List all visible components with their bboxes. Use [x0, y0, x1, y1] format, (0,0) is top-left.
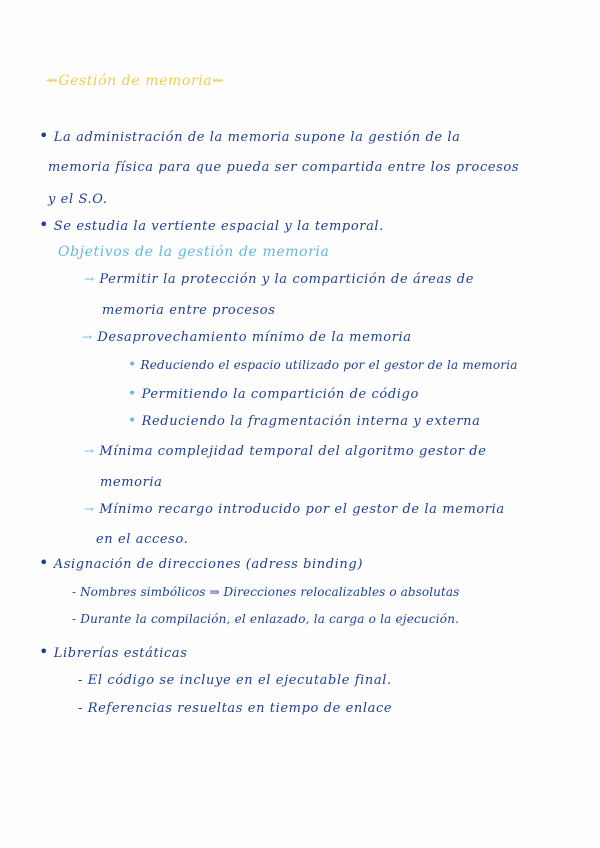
dash-marker: - [78, 673, 83, 688]
note-line-2 [48, 160, 519, 175]
note-line-10 [128, 387, 419, 402]
note-line-text: memoria [100, 475, 163, 490]
bullet-marker: • [39, 553, 50, 572]
dash-marker: - [78, 701, 83, 716]
note-line-1 [39, 128, 461, 145]
note-line-text: y el S.O. [48, 192, 108, 207]
arrow-marker: → [84, 502, 95, 516]
note-title [46, 73, 225, 89]
note-line-text: Librerías estáticas [53, 646, 188, 661]
note-line-11 [128, 414, 481, 429]
note-line-text: Reduciendo el espacio utilizado por el gestor de la memoria [140, 358, 518, 372]
bullet-marker: • [128, 357, 137, 373]
note-line-text: Nombres simbólicos ⇒ Direcciones relocalizables o absolutas [80, 585, 460, 599]
note-line-text: memoria entre procesos [102, 303, 276, 318]
note-line-text: Desaprovechamiento mínimo de la memoria [97, 330, 412, 345]
note-line-text: Asignación de direcciones (adress binding) [53, 557, 363, 572]
bullet-marker: • [39, 126, 50, 145]
note-line-6 [84, 272, 474, 287]
note-line-text: Permitir la protección y la compartición de áreas de [99, 272, 475, 287]
note-subheading-objectives [58, 244, 329, 260]
note-line-text: Referencias resueltas en tiempo de enlace [87, 701, 393, 716]
note-line-21 [78, 701, 392, 716]
note-line-9 [128, 358, 518, 372]
note-line-text: El código se incluye en el ejecutable final. [87, 673, 392, 688]
note-line-text: Objetivos de la gestión de memoria [58, 244, 330, 260]
bullet-marker: • [128, 386, 137, 402]
bullet-marker: • [39, 215, 50, 234]
note-line-15 [96, 532, 188, 547]
dash-marker: - [72, 585, 77, 599]
note-line-text: Durante la compilación, el enlazado, la carga o la ejecución. [80, 612, 460, 626]
note-line-4 [39, 217, 384, 234]
note-line-7 [102, 303, 275, 318]
note-line-text: en el acceso. [96, 532, 189, 547]
note-line-20 [78, 673, 392, 688]
note-line-text: La administración de la memoria supone la gestión de la [53, 130, 461, 145]
note-line-text: Mínima complejidad temporal del algoritmo gestor de [99, 444, 487, 459]
note-line-13 [100, 475, 163, 490]
note-line-text: Permitiendo la compartición de código [141, 387, 419, 402]
bullet-marker: • [128, 413, 137, 429]
note-line-12 [84, 444, 487, 459]
note-line-18 [72, 612, 459, 626]
note-line-8 [82, 330, 412, 345]
note-line-17 [72, 585, 459, 599]
arrow-marker: → [84, 272, 95, 286]
note-line-text: Reduciendo la fragmentación interna y externa [141, 414, 481, 429]
note-title-text: ⇝Gestión de memoria⇜ [46, 73, 225, 89]
note-line-3 [48, 192, 107, 207]
note-line-text: Mínimo recargo introducido por el gestor de la memoria [99, 502, 505, 517]
arrow-marker: → [84, 444, 95, 458]
note-line-19 [39, 644, 188, 661]
note-line-text: memoria física para que pueda ser compartida entre los procesos [48, 160, 520, 175]
note-line-14 [84, 502, 505, 517]
note-line-text: Se estudia la vertiente espacial y la temporal. [53, 219, 384, 234]
arrow-marker: → [82, 330, 93, 344]
note-line-16 [39, 555, 363, 572]
bullet-marker: • [39, 642, 50, 661]
dash-marker: - [72, 612, 77, 626]
